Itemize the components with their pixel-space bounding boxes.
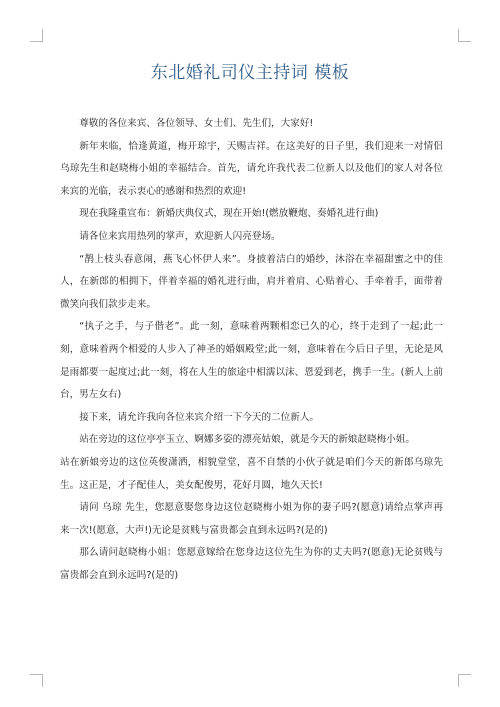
paragraph-groom: 站在新娘旁边的这位英俊潇洒，相貌堂堂，喜不自禁的小伙子就是咱们今天的新郎乌琼先生。这正是，才子配佳人，美女配俊男，花好月圆，地久天长!	[60, 456, 443, 491]
paragraph-bride-vow: 那么请问赵晓梅小姐：您愿意嫁给在您身边这位先生为你的丈夫吗?(愿意)无论贫贱与富贵都会直到永远吗?(是的)	[60, 547, 443, 581]
page-corner-mark-top-left	[30, 29, 43, 42]
paragraph-entrance: “鹊上枝头春意闹，燕飞心怀伊人来”。身披着洁白的婚纱，沐浴在幸福甜蜜之中的佳人，在新郎的相拥下，伴着幸福的婚礼进行曲，肩并着肩、心贴着心、手牵着手，面带着微笑向我们款步走来。	[60, 253, 443, 310]
paragraph-announcement: 现在我隆重宣布：新婚庆典仪式，现在开始!(燃放鞭炮、奏婚礼进行曲)	[79, 208, 379, 220]
page-corner-mark-top-right	[458, 29, 471, 42]
paragraph-introduce: 接下来，请允许我向各位来宾介绍一下今天的二位新人。	[79, 411, 320, 423]
page-corner-mark-bottom-left	[30, 674, 43, 687]
paragraph-groom-vow: 请问 乌琼 先生，您愿意娶您身边这位赵晓梅小姐为你的妻子吗?(愿意)请给点掌声再来一次!(愿意，大声!)无论是贫贱与富贵都会直到永远吗?(是的)	[60, 502, 443, 536]
paragraph-opening: 新年来临，恰逢黄道，梅开琼宇，天赐吉祥。在这美好的日子里，我们迎来一对情侣乌琼先生和赵晓梅小姐的幸福结合。首先，请允许我代表二位新人以及他们的家人对各位来宾的光临，表示衷心的感谢和热烈的欢迎!	[60, 140, 443, 197]
document-body	[60, 113, 443, 587]
paragraph-vow-intro: “执子之手，与子偕老”。此一刻，意味着两颗相恋已久的心，终于走到了一起;此一刻，意味着两个相爱的人步入了神圣的婚姻殿堂;此一刻，意味着在今后日子里，无论是风是雨都要一起度过;此一刻，将在人生的旅途中相濡以沫、恩爱到老，携手一生。(新人上前台，男左女右)	[60, 321, 443, 401]
paragraph-bride: 站在旁边的这位亭亭玉立、婀娜多姿的漂亮姑娘，就是今天的新娘赵晓梅小姐。	[79, 434, 415, 446]
document-title: 东北婚礼司仪主持词 模板	[150, 63, 350, 83]
paragraph-applause: 请各位来宾用热列的掌声，欢迎新人闪亮登场。	[79, 230, 281, 242]
page-corner-mark-bottom-right	[458, 674, 471, 687]
paragraph-greeting: 尊敬的各位来宾、各位领导、女士们、先生们，大家好!	[79, 118, 314, 129]
